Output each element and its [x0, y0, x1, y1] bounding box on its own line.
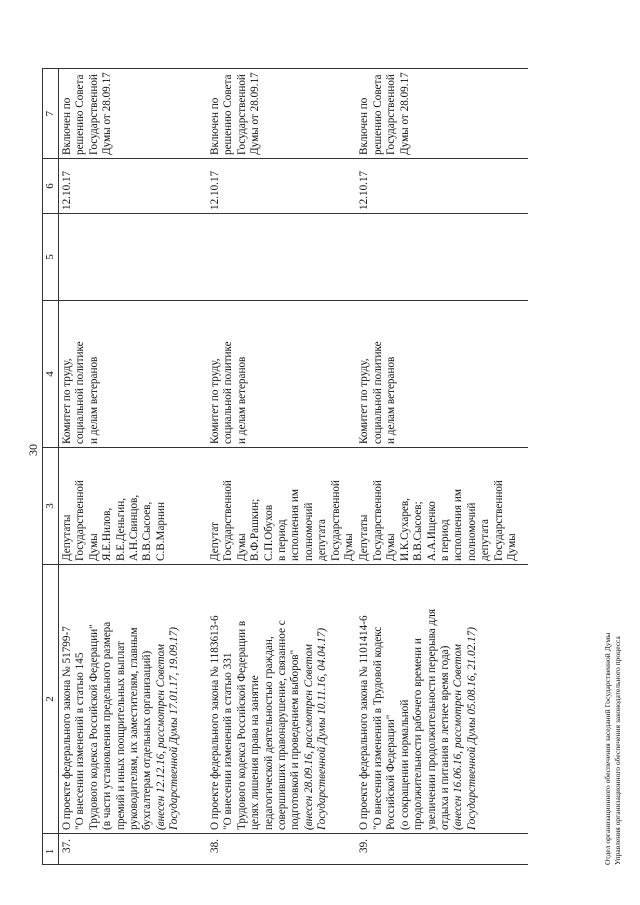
table-row — [356, 69, 528, 865]
author-line: Депутат — [209, 522, 221, 561]
bills-table — [42, 68, 528, 865]
column-5-cell — [59, 214, 208, 301]
committee-line: социальной политике — [74, 341, 87, 444]
desc-line: отдыха и питания в летнее время года) — [438, 645, 451, 830]
bill-date: 12.10.17 — [356, 159, 528, 214]
desc-line: продолжительности рабочего времени и — [412, 638, 425, 830]
footer-line: Отдел организационного обеспечения заседаний Государственной Думы — [603, 632, 612, 865]
column-header-1: 1 — [43, 834, 59, 865]
author-line: Я.Е.Нилов, — [101, 507, 114, 561]
status-line: Государственной — [235, 74, 248, 155]
page-number: 30 — [26, 444, 40, 456]
status-line: Государственной — [385, 74, 398, 155]
author-line: полномочий — [302, 502, 315, 561]
desc-line: (о сокращении нормальной — [398, 699, 411, 830]
column-header-3: 3 — [43, 448, 59, 565]
bill-description — [356, 565, 528, 834]
column-header-5: 5 — [43, 214, 59, 301]
bill-committee — [356, 301, 528, 448]
status-line: Включен по — [209, 97, 221, 155]
desc-line: Трудового кодекса Российской Федерации в — [235, 620, 248, 830]
desc-italic-line: Государственной Думы 05.08.16, 21.02.17) — [465, 627, 478, 830]
status-line: Думы от 28.09.17 — [249, 72, 262, 155]
bill-authors — [207, 448, 356, 565]
author-line: Думы — [235, 533, 248, 561]
committee-line: социальной политике — [222, 341, 235, 444]
column-5-cell — [356, 214, 528, 301]
desc-line: О проекте федерального закона № 1183613-6 — [209, 615, 221, 830]
row-number: 37. — [59, 834, 208, 865]
desc-line: (в части установления предельного размера — [101, 621, 114, 830]
bill-authors — [356, 448, 528, 565]
committee-line: социальной политике — [371, 341, 384, 444]
status-line: Включен по — [61, 97, 73, 155]
status-line: решению Совета — [74, 74, 87, 155]
bill-committee — [59, 301, 208, 448]
author-line: Депутаты — [358, 514, 371, 561]
status-line: Думы от 28.09.17 — [101, 72, 114, 155]
committee-line: Комитет по труду, — [61, 358, 73, 444]
author-line: в период — [438, 519, 451, 561]
author-line: исполнения им — [289, 489, 302, 561]
author-line: А.А.Ищенко — [425, 501, 438, 561]
author-line: С.П.Обухов — [262, 504, 275, 561]
author-line: полномочий — [465, 502, 478, 561]
desc-italic-line: (внесен 28.09.16, рассмотрен Советом — [302, 644, 315, 830]
bill-date: 12.10.17 — [207, 159, 356, 214]
author-line: Государственной — [371, 480, 384, 561]
author-line: Депутаты — [61, 514, 73, 561]
status-line: решению Совета — [371, 74, 384, 155]
committee-line: Комитет по труду, — [209, 358, 221, 444]
author-line: Государственной — [222, 480, 235, 561]
desc-italic-line: Государственной Думы 10.11.16, 04.04.17) — [316, 627, 329, 830]
committee-line: Комитет по труду, — [358, 358, 371, 444]
desc-line: премий и иных поощрительных выплат — [114, 641, 127, 830]
bill-status — [207, 69, 356, 159]
desc-line: "О внесении изменений в статью 331 — [222, 652, 235, 830]
status-line: Государственной — [87, 74, 100, 155]
desc-line: Российской Федерации" — [385, 714, 398, 830]
desc-line: Трудового кодекса Российской Федерации" — [87, 624, 100, 830]
author-line: В.В.Сысоев; — [412, 501, 425, 561]
row-number: 38. — [207, 834, 356, 865]
column-number-row — [43, 69, 59, 865]
footer-line: Управления организационного обеспечения законодательного процесса — [612, 636, 622, 865]
author-line: В.Е.Деньгин, — [114, 497, 127, 561]
desc-italic-line: Государственной Думы 17.01.17, 19.09.17) — [168, 627, 181, 830]
author-line: Думы — [343, 533, 356, 561]
author-line: исполнения им — [452, 489, 465, 561]
author-line: в период — [276, 519, 289, 561]
bill-committee — [207, 301, 356, 448]
column-header-6: 6 — [43, 159, 59, 214]
column-header-7: 7 — [43, 69, 59, 159]
desc-line: целях лишения права на занятие — [249, 675, 262, 830]
author-line: Думы — [505, 533, 518, 561]
author-line: В.В.Сысоев, — [141, 501, 154, 561]
column-5-cell — [207, 214, 356, 301]
desc-line: "О внесении изменений в Трудовой кодекс — [371, 626, 384, 830]
desc-line: совершивших правонарушение, связанное с — [276, 620, 289, 830]
desc-line: бухгалтерам отдельных организаций) — [141, 650, 154, 830]
desc-line: О проекте федерального закона № 51799-7 — [61, 626, 73, 830]
author-line: В.Ф.Рашкин; — [249, 498, 262, 561]
status-line: решению Совета — [222, 74, 235, 155]
author-line: Государственной — [329, 480, 342, 561]
bill-date: 12.10.17 — [59, 159, 208, 214]
bill-description — [207, 565, 356, 834]
column-header-4: 4 — [43, 301, 59, 448]
bill-authors — [59, 448, 208, 565]
bill-description — [59, 565, 208, 834]
bill-status — [59, 69, 208, 159]
table-row — [59, 69, 208, 865]
author-line: Думы — [385, 533, 398, 561]
desc-line: руководителям, их заместителям, главным — [128, 627, 141, 830]
author-line: Думы — [87, 533, 100, 561]
author-line: И.К.Сухарев, — [398, 498, 411, 561]
author-line: А.Н.Свинцов, — [128, 494, 141, 561]
committee-line: и делам ветеранов — [385, 356, 398, 444]
committee-line: и делам ветеранов — [87, 356, 100, 444]
desc-line: "О внесении изменений в статью 145 — [74, 652, 87, 830]
author-line: С.В.Марнин — [154, 502, 167, 561]
desc-italic-line: (внесен 16.06.16, рассмотрен Советом — [452, 644, 465, 830]
status-line: Включен по — [358, 97, 371, 155]
page-footer — [603, 633, 622, 865]
bill-status — [356, 69, 528, 159]
column-header-2: 2 — [43, 565, 59, 834]
table-row — [207, 69, 356, 865]
desc-line: подготовкой и проведением выборов" — [289, 649, 302, 830]
author-line: депутата — [316, 519, 329, 561]
author-line: Государственной — [492, 480, 505, 561]
desc-italic-line: (внесен 12.12.16, рассмотрен Советом — [154, 644, 167, 830]
desc-line: педагогической деятельностью граждан, — [262, 636, 275, 830]
author-line: депутата — [479, 519, 492, 561]
committee-line: и делам ветеранов — [235, 356, 248, 444]
row-number: 39. — [356, 834, 528, 865]
desc-line: О проекте федерального закона № 1101414-6 — [358, 615, 371, 830]
author-line: Государственной — [74, 480, 87, 561]
desc-line: увеличении продолжительности перерыва для — [425, 609, 438, 830]
status-line: Думы от 28.09.17 — [398, 72, 411, 155]
